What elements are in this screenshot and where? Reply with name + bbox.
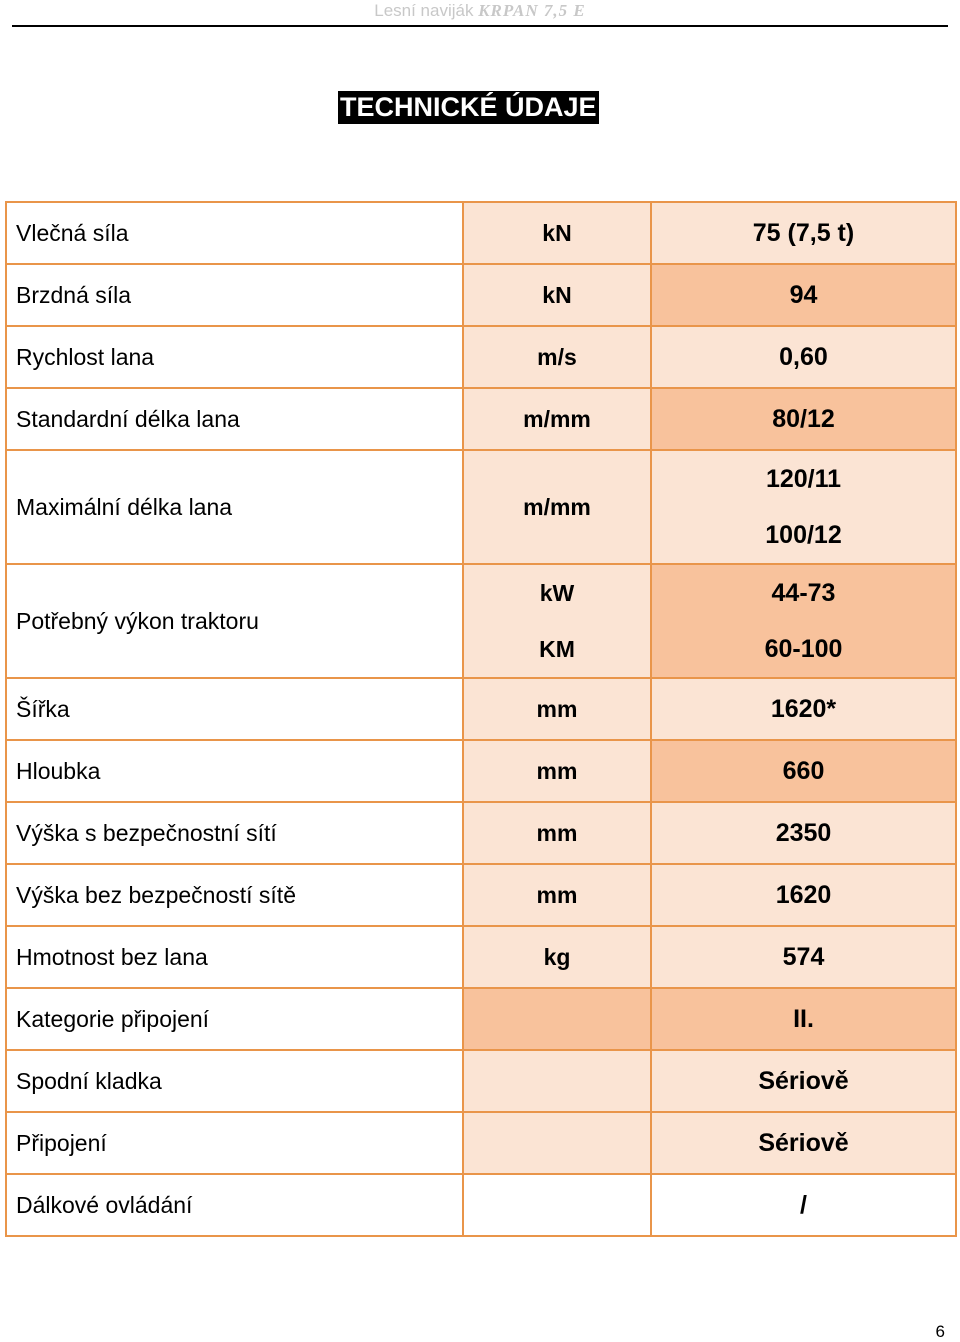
row-unit: m/mm (463, 388, 651, 450)
row-value: 660 (651, 740, 956, 802)
row-label: Výška bez bezpečností sítě (6, 864, 463, 926)
table-row (6, 388, 956, 450)
row-unit-b: KM (539, 635, 575, 662)
row-value: 2350 (651, 802, 956, 864)
row-value: 80/12 (651, 388, 956, 450)
table-row (6, 740, 956, 802)
row-value: 574 (651, 926, 956, 988)
table-row (6, 988, 956, 1050)
row-value-a: 44-73 (771, 578, 836, 607)
row-unit: kN (463, 264, 651, 326)
table-row (6, 564, 956, 678)
row-label: Šířka (6, 678, 463, 740)
row-value: Sériově (651, 1112, 956, 1174)
row-unit: mm (463, 678, 651, 740)
table-row (6, 1174, 956, 1236)
row-label: Kategorie připojení (6, 988, 463, 1050)
running-header (0, 0, 960, 21)
row-value: II. (651, 988, 956, 1050)
table-row (6, 202, 956, 264)
row-label: Připojení (6, 1112, 463, 1174)
row-value (651, 450, 956, 564)
row-value: 94 (651, 264, 956, 326)
row-label: Standardní délka lana (6, 388, 463, 450)
table-row (6, 864, 956, 926)
row-unit-a: kW (539, 579, 575, 606)
table-row (6, 678, 956, 740)
row-value: / (651, 1174, 956, 1236)
row-label: Spodní kladka (6, 1050, 463, 1112)
row-label: Maximální délka lana (6, 450, 463, 564)
row-label: Potřebný výkon traktoru (6, 564, 463, 678)
row-value-b: 60-100 (764, 634, 843, 663)
row-unit (463, 564, 651, 678)
row-label: Dálkové ovládání (6, 1174, 463, 1236)
header-prefix: Lesní naviják (374, 1, 474, 20)
table-row (6, 450, 956, 564)
row-unit: mm (463, 802, 651, 864)
table-row (6, 1050, 956, 1112)
row-label: Hmotnost bez lana (6, 926, 463, 988)
row-unit (463, 1174, 651, 1236)
row-value-a: 120/11 (765, 464, 842, 493)
row-unit: mm (463, 864, 651, 926)
table-row (6, 1112, 956, 1174)
row-unit: kg (463, 926, 651, 988)
row-value: 1620 (651, 864, 956, 926)
row-label: Brzdná síla (6, 264, 463, 326)
row-value: Sériově (651, 1050, 956, 1112)
row-label: Rychlost lana (6, 326, 463, 388)
row-label: Výška s bezpečnostní sítí (6, 802, 463, 864)
row-unit: m/s (463, 326, 651, 388)
row-unit (463, 988, 651, 1050)
header-rule (12, 25, 948, 27)
row-label: Hloubka (6, 740, 463, 802)
row-value: 75 (7,5 t) (651, 202, 956, 264)
spec-table (5, 201, 957, 1237)
row-unit: m/mm (463, 450, 651, 564)
table-row (6, 326, 956, 388)
row-value (651, 564, 956, 678)
row-value: 0,60 (651, 326, 956, 388)
row-value-b: 100/12 (765, 520, 842, 549)
table-row (6, 264, 956, 326)
row-unit (463, 1112, 651, 1174)
header-brand: KRPAN 7,5 E (478, 1, 586, 20)
row-unit: kN (463, 202, 651, 264)
table-row (6, 926, 956, 988)
table-row (6, 802, 956, 864)
row-label: Vlečná síla (6, 202, 463, 264)
row-value: 1620* (651, 678, 956, 740)
page-title: TECHNICKÉ ÚDAJE (340, 92, 597, 122)
row-unit: mm (463, 740, 651, 802)
page-number: 6 (935, 1322, 945, 1341)
row-unit (463, 1050, 651, 1112)
